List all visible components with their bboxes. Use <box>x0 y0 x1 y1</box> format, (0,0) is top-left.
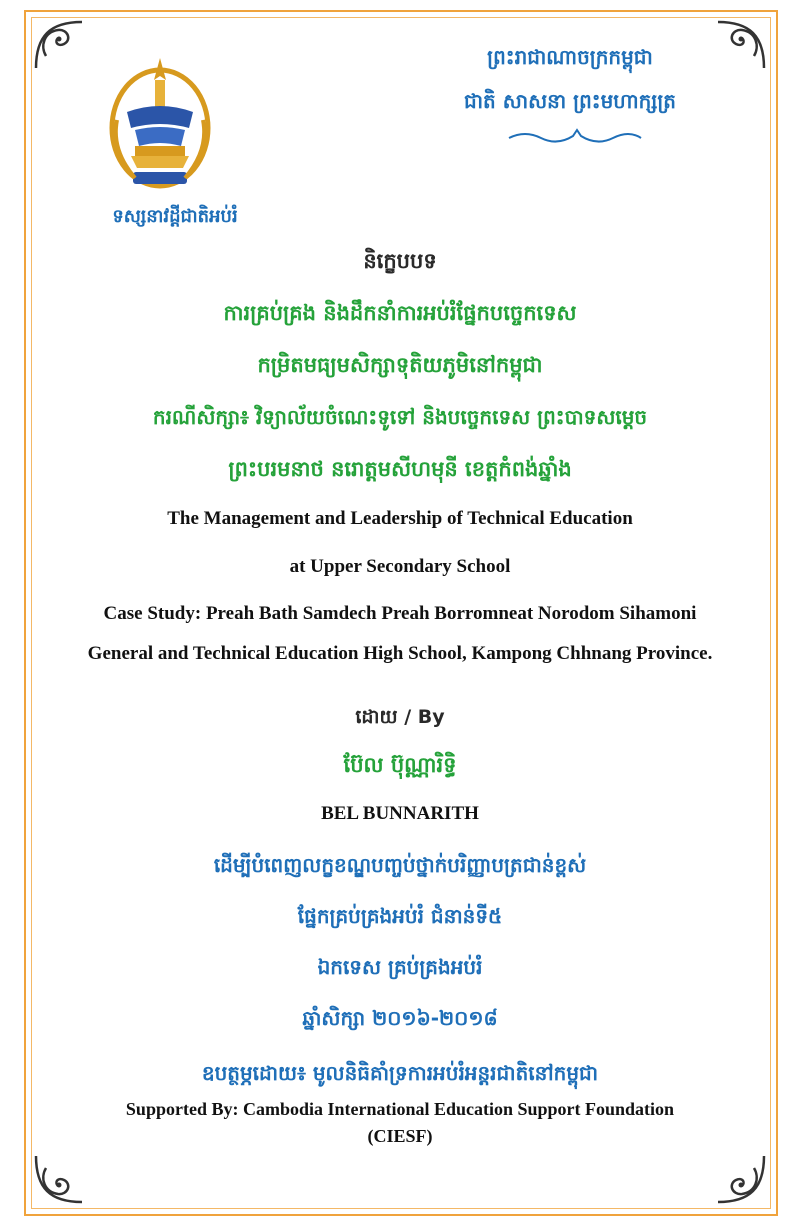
support-khmer: ឧបត្ថម្ភដោយ៖ មូលនិធិគាំទ្រការអប់រំអន្តរជាតិនៅកម្ពុជា <box>201 1061 599 1085</box>
corner-ornament-icon <box>30 1150 88 1208</box>
english-title-line-3: Case Study: Preah Bath Samdech Preah Borromneat Norodom Sihamoni <box>103 603 697 624</box>
author-english-name: BEL BUNNARITH <box>321 803 479 824</box>
english-title-line-1: The Management and Leadership of Technical Education <box>167 508 633 529</box>
english-title-line-4: General and Technical Education High School, Kampong Chhnang Province. <box>87 643 713 664</box>
khmer-title-line-1: ការគ្រប់គ្រង និងដឹកនាំការអប់រំផ្នែកបច្ចេកទេស <box>223 301 577 325</box>
corner-ornament-icon <box>712 1150 770 1208</box>
degree-line-2: ផ្នែកគ្រប់គ្រងអប់រំ ជំនាន់ទី៥ <box>297 904 503 928</box>
author-khmer-name: ប៊ែល ប៊ុណ្ណារិទ្ធិ <box>343 753 457 777</box>
corner-ornament-icon <box>712 16 770 74</box>
support-english-abbr: (CIESF) <box>367 1126 433 1146</box>
khmer-title-line-2: កម្រិតមធ្យមសិក្សាទុតិយភូមិនៅកម្ពុជា <box>257 353 543 377</box>
ministry-name: ទស្សនាវដ្តីជាតិអប់រំ <box>112 206 238 227</box>
corner-ornament-icon <box>30 16 88 74</box>
degree-line-3: ឯកទេស គ្រប់គ្រងអប់រំ <box>317 955 483 979</box>
support-english: Supported By: Cambodia International Education Support Foundation <box>125 1099 675 1119</box>
degree-line-1: ដើម្បីបំពេញលក្ខខណ្ឌបញ្ចប់ថ្នាក់បរិញ្ញាបត្រជាន់ខ្ពស់ <box>213 853 587 877</box>
institution-emblem-icon <box>105 50 215 200</box>
khmer-title-line-3: ករណីសិក្សា៖ វិទ្យាល័យចំណេះទូទៅ និងបច្ចេកទេស ព្រះបាទសម្តេច <box>152 405 648 429</box>
kingdom-line: ព្រះរាជាណាចក្រកម្ពុជា <box>487 45 653 69</box>
english-title-line-2: at Upper Secondary School <box>289 556 511 577</box>
degree-line-4: ឆ្នាំសិក្សា ២០១៦-២០១៨ <box>302 1006 498 1030</box>
motto-line: ជាតិ សាសនា ព្រះមហាក្សត្រ <box>464 89 676 113</box>
thesis-label: និក្ខេបបទ <box>363 249 437 273</box>
by-label: ដោយ / By <box>355 706 445 728</box>
decorative-divider-icon <box>505 128 645 144</box>
khmer-title-line-4: ព្រះបរមនាថ នរោត្តមសីហមុនី ខេត្តកំពង់ឆ្នាំង <box>228 457 572 481</box>
